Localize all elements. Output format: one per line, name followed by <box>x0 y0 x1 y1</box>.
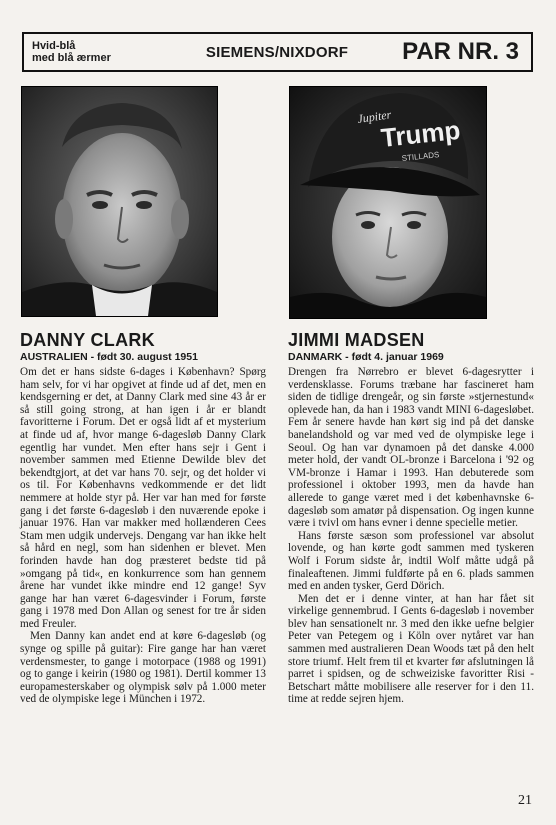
photo-danny-clark <box>21 86 218 317</box>
bio-paragraph: Men Danny kan andet end at køre 6-dagesløb (og synge og spille på guitar): Fire gange har han været verdensmester, to gange i motorpace (1988 og 1991) og to gange i keirin (1980 og 1981). Dertil kommer 13 europamesterskaber og olympisk sølv på 1.000 meter ved de olympiske lege i München i 1972. <box>20 630 266 706</box>
jersey-colors <box>24 40 182 64</box>
rider-name-left: DANNY CLARK <box>20 330 155 350</box>
rider-subtitle-right: DANMARK - født 4. januar 1969 <box>288 351 444 363</box>
column-jimmi-madsen <box>288 330 534 706</box>
column-danny-clark <box>20 330 266 706</box>
bio-paragraph: Men det er i denne vinter, at han har fået sit virkelige gennembrud. I Gents 6-dagesløb i november blev han sensationelt nr. 3 med den ikke uefne belgier Peter van Petegem og i Köln over nytåret var han sammen med australieren Dean Woods tæt på den helt store triumf. Helt frem til et kvarter før afslutningen lå parret i spidsen, og de schweiziske favoritter Risi - Betschart måtte mobilisere alle reserver for i den 11. time at redde sejren hjem. <box>288 592 534 706</box>
jersey-color-line1: Hvid-blå <box>32 40 76 52</box>
rider-bio-left <box>20 366 266 706</box>
portrait-right-svg <box>290 87 486 318</box>
page-number: 21 <box>518 793 532 808</box>
rider-subtitle-left: AUSTRALIEN - født 30. august 1951 <box>20 351 198 363</box>
bio-paragraph: Om det er hans sidste 6-dages i København? Spørg ham selv, for vi har opgivet at finde ud af det, men en kendsgerning er det, at Danny Clark med sine 43 år er så still going strong, at han igen i år er blandt favoritterne i Forum. Det er også lidt af et mysterium at finde ud af, hvor mange 6-dagesløb Danny Clark egentlig har vundet. Men efter hans sejr i Gent i november sammen med Etienne Dewilde blev det bekendtgjort, at det var hans 70. sejr, og det holder vi os til. For Københavns vedkommende er det lidt nemmere at holde styr på. Her var han med for første gang i det første 6-dagesløb i den nuværende epoke i januar 1976. Han var makker med hollænderen Cees Stam men udgik undervejs. Dengang var han ikke helt så hård en negl, som han sidenhen er blevet. Men forinden havde han dog præsteret bedste tid på »omgang på tid«, en konkurrence som han gennem årene har vundet ikke mindre end 12 gange! Syv gange har han været 6-dagesvinder i Forum, første gang i 1978 med Don Allan og senest for tre år siden med Freuler. <box>20 366 266 630</box>
bio-paragraph: Drengen fra Nørrebro er blevet 6-dagesrytter i verdensklasse. Forums træbane har fascineret ham siden de tidlige drengeår, og sin første »stjernestund« oplevede han, da han i 1983 vandt MINI 6-dagesløbet. Fem år senere havde han kørt sig ind på det danske banelandshold og var med ved de olympiske lege i Seoul. Og han var dynamoen på det danske 4.000 meter hold, der vandt OL-bronze i Barcelona i '92 og VM-bronze i Hamar i 1993. Han debuterede som professionel i oktober 1993, men da havde han allerede to gange været med i det københavnske 6-dagesløb som amatør på dispensation. Og ingen kunne være i tvivl om hans evner i denne specielle metier. <box>288 366 534 530</box>
jersey-color-line2: med blå ærmer <box>32 52 111 64</box>
portrait-left-svg <box>22 87 217 316</box>
rider-name-right: JIMMI MADSEN <box>288 330 425 350</box>
rider-bio-right <box>288 366 534 706</box>
page-header <box>22 32 533 72</box>
pair-number: PAR NR. 3 <box>402 38 519 65</box>
photo-jimmi-madsen <box>289 86 487 319</box>
cap-sub-text: STILLADS <box>401 150 440 163</box>
sponsor-name: SIEMENS/NIXDORF <box>205 43 349 61</box>
cap-script-text: Jupiter <box>356 107 393 126</box>
bio-paragraph: Hans første sæson som professionel var absolut lovende, og han kørte godt sammen med tyskeren Wolf i Forum sidste år, indtil Wolf måtte udgå på finaleaftenen. Jimmi fuldførte på en 6. plads sammen med en anden tysker, Gerd Dörich. <box>288 529 534 593</box>
cap-brand-text: Trump <box>379 114 462 153</box>
